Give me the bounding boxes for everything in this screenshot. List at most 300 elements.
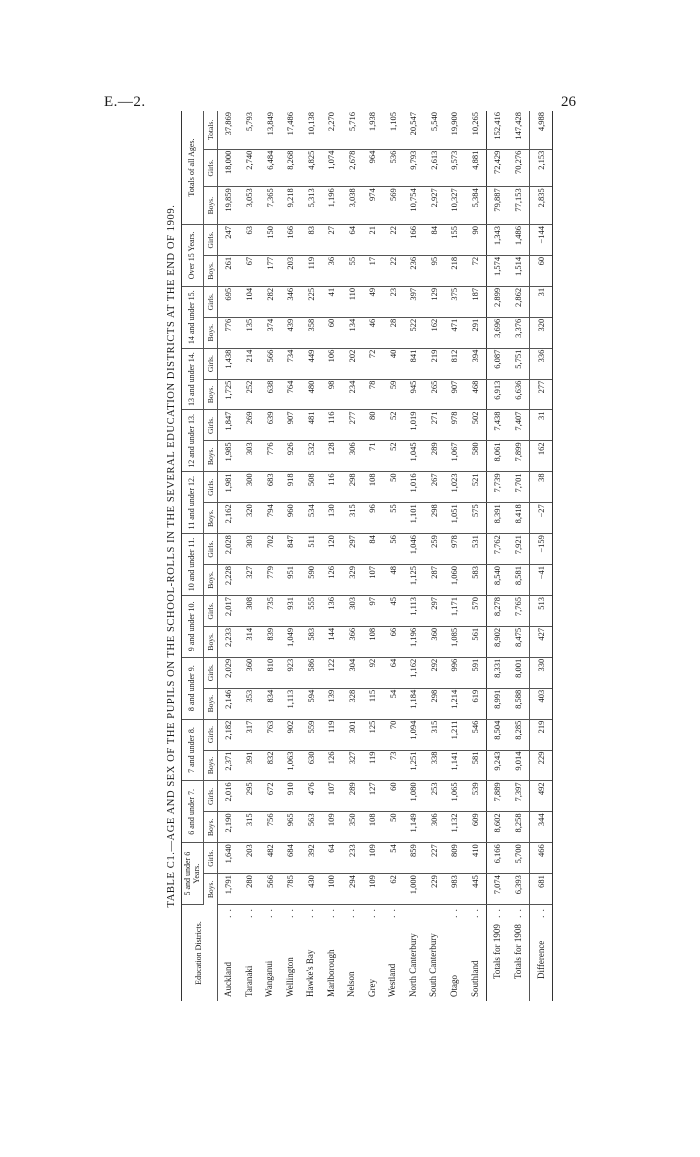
value-cell: 269	[239, 410, 260, 441]
value-cell: 539	[465, 781, 487, 812]
value-cell: 945	[403, 379, 424, 410]
table-row	[301, 111, 322, 1001]
district-label: Totals for 1909	[491, 924, 502, 979]
value-cell: 125	[362, 719, 383, 750]
value-cell: 60	[321, 317, 342, 348]
value-cell: 10,754	[403, 187, 424, 225]
value-cell: 581	[465, 750, 487, 781]
group-header: 14 and under 15.	[182, 286, 204, 348]
value-cell: 116	[321, 410, 342, 441]
value-cell: 1,343	[486, 225, 508, 256]
value-cell: 810	[260, 657, 281, 688]
value-cell: 139	[321, 688, 342, 719]
value-cell: 394	[465, 348, 487, 379]
value-cell: 56	[383, 534, 404, 565]
table-caption: TABLE C1.—AGE AND SEX OF THE PUPILS ON THE SCHOOL-ROLLS IN THE SEVERAL EDUCATION DISTRICTS AT THE END OF 1909.	[166, 204, 177, 908]
sub-header-girls: Girls.	[204, 472, 218, 503]
value-cell: 3,053	[239, 187, 260, 225]
district-label: Southland	[469, 960, 480, 997]
value-cell: 859	[403, 843, 424, 874]
value-cell: 5,751	[508, 348, 530, 379]
value-cell: 107	[321, 781, 342, 812]
value-cell: 1,000	[403, 874, 424, 905]
value-cell: 5,700	[508, 843, 530, 874]
table-row	[486, 111, 508, 1001]
value-cell: 392	[301, 843, 322, 874]
table-row	[508, 111, 530, 1001]
value-cell: 304	[342, 657, 363, 688]
value-cell: 445	[465, 874, 487, 905]
value-cell: 19,900	[444, 111, 465, 149]
value-cell: 22	[383, 225, 404, 256]
value-cell: 583	[301, 626, 322, 657]
group-header: Totals of all Ages.	[182, 111, 204, 225]
value-cell: 162	[424, 317, 445, 348]
value-cell: 234	[342, 379, 363, 410]
value-cell: 1,640	[218, 843, 240, 874]
value-cell: 338	[424, 750, 445, 781]
value-cell: 177	[260, 255, 281, 286]
table-row	[444, 111, 465, 1001]
value-cell: 471	[444, 317, 465, 348]
value-cell: 17,486	[280, 111, 301, 149]
value-cell: 9,014	[508, 750, 530, 781]
group-header: 11 and under 12.	[182, 472, 204, 534]
value-cell: 122	[321, 657, 342, 688]
value-cell: 1,065	[444, 781, 465, 812]
value-cell: 734	[280, 348, 301, 379]
value-cell: 54	[383, 688, 404, 719]
value-cell: 926	[280, 441, 301, 472]
value-cell: 21	[362, 225, 383, 256]
sub-header-girls: Girls.	[204, 657, 218, 688]
value-cell: 439	[280, 317, 301, 348]
value-cell: 126	[321, 750, 342, 781]
value-cell: 1,125	[403, 565, 424, 596]
table-row	[321, 111, 342, 1001]
value-cell: 97	[362, 595, 383, 626]
value-cell: 2,162	[218, 503, 240, 534]
value-cell: 236	[403, 255, 424, 286]
value-cell: 73	[383, 750, 404, 781]
value-cell: 62	[383, 874, 404, 905]
value-cell: 1,067	[444, 441, 465, 472]
leader-dots: . .	[325, 908, 336, 918]
sub-header-girls: Girls.	[204, 595, 218, 626]
value-cell: 531	[465, 534, 487, 565]
value-cell: 127	[362, 781, 383, 812]
value-cell: 2,613	[424, 149, 445, 187]
value-cell: 329	[342, 565, 363, 596]
rotated-table-block	[163, 111, 553, 1001]
value-cell: 115	[362, 688, 383, 719]
value-cell: 155	[444, 225, 465, 256]
value-cell: 974	[362, 187, 383, 225]
value-cell: 366	[342, 626, 363, 657]
district-label: Taranaki	[243, 965, 254, 997]
value-cell: 54	[383, 843, 404, 874]
value-cell: 104	[239, 286, 260, 317]
value-cell: 7,762	[486, 534, 508, 565]
value-cell: 546	[465, 719, 487, 750]
value-cell: 907	[280, 410, 301, 441]
value-cell: 80	[362, 410, 383, 441]
value-cell: 6,913	[486, 379, 508, 410]
sub-header-girls: Girls.	[204, 348, 218, 379]
value-cell: 1,438	[218, 348, 240, 379]
value-cell: 292	[424, 657, 445, 688]
value-cell: 282	[260, 286, 281, 317]
value-cell: 1,184	[403, 688, 424, 719]
table-body	[218, 111, 553, 1001]
value-cell: 109	[362, 843, 383, 874]
value-cell: 306	[424, 812, 445, 843]
value-cell: 907	[444, 379, 465, 410]
value-cell: 10,327	[444, 187, 465, 225]
value-cell: 776	[218, 317, 240, 348]
sub-header-boys: Boys.	[204, 626, 218, 657]
value-cell: 327	[239, 565, 260, 596]
value-cell: 72	[465, 255, 487, 286]
value-cell: 7,074	[486, 874, 508, 905]
value-cell: 229	[424, 874, 445, 905]
value-cell: 72,429	[486, 149, 508, 187]
district-label: Otago	[448, 975, 459, 997]
value-cell: 261	[218, 255, 240, 286]
value-cell: 1,046	[403, 534, 424, 565]
value-cell: 219	[530, 719, 553, 750]
value-cell: 360	[424, 626, 445, 657]
value-cell: 3,376	[508, 317, 530, 348]
value-cell: 522	[403, 317, 424, 348]
sub-header-boys: Boys.	[204, 688, 218, 719]
district-cell	[383, 905, 404, 1001]
value-cell: 265	[424, 379, 445, 410]
value-cell: 252	[239, 379, 260, 410]
value-cell: 566	[260, 874, 281, 905]
value-cell: 449	[301, 348, 322, 379]
page-identifier: E.—2.	[104, 94, 146, 110]
district-label: Westland	[387, 963, 398, 997]
value-cell: 764	[280, 379, 301, 410]
district-cell	[260, 905, 281, 1001]
district-label: Hawke's Bay	[305, 949, 316, 997]
value-cell: 119	[301, 255, 322, 286]
value-cell: 107	[362, 565, 383, 596]
value-cell: 960	[280, 503, 301, 534]
value-cell: 277	[530, 379, 553, 410]
sub-header-boys: Boys.	[204, 503, 218, 534]
value-cell: 566	[260, 348, 281, 379]
table-row	[383, 111, 404, 1001]
value-cell: 19,859	[218, 187, 240, 225]
value-cell: 536	[383, 149, 404, 187]
table-row	[342, 111, 363, 1001]
leader-dots: . .	[223, 908, 234, 918]
value-cell: 41	[321, 286, 342, 317]
value-cell: 639	[260, 410, 281, 441]
value-cell: 295	[239, 781, 260, 812]
group-header: 8 and under 9.	[182, 657, 204, 719]
value-cell: 2,233	[218, 626, 240, 657]
value-cell: 839	[260, 626, 281, 657]
value-cell: 55	[383, 503, 404, 534]
value-cell: 5,540	[424, 111, 445, 149]
district-cell	[465, 905, 487, 1001]
value-cell: 481	[301, 410, 322, 441]
value-cell: 591	[465, 657, 487, 688]
value-cell: 1,847	[218, 410, 240, 441]
value-cell: 580	[465, 441, 487, 472]
value-cell: 1,574	[486, 255, 508, 286]
value-cell: 152,416	[486, 111, 508, 149]
value-cell: 5,793	[239, 111, 260, 149]
value-cell: 27	[321, 225, 342, 256]
district-cell	[403, 905, 424, 1001]
leader-dots: . .	[469, 908, 480, 918]
value-cell: 1,019	[403, 410, 424, 441]
value-cell: 1,016	[403, 472, 424, 503]
district-cell	[486, 905, 508, 1001]
value-cell: 64	[321, 843, 342, 874]
value-cell: 72	[362, 348, 383, 379]
value-cell: 9,573	[444, 149, 465, 187]
value-cell: 1,094	[403, 719, 424, 750]
value-cell: 2,016	[218, 781, 240, 812]
value-cell: 22	[383, 255, 404, 286]
table-row	[362, 111, 383, 1001]
value-cell: 350	[342, 812, 363, 843]
value-cell: 287	[424, 565, 445, 596]
value-cell: 1,196	[321, 187, 342, 225]
value-cell: 8,331	[486, 657, 508, 688]
value-cell: 2,029	[218, 657, 240, 688]
value-cell: 983	[444, 874, 465, 905]
sub-header-boys: Boys.	[204, 255, 218, 286]
value-cell: 119	[362, 750, 383, 781]
value-cell: 1,063	[280, 750, 301, 781]
value-cell: 8,475	[508, 626, 530, 657]
value-cell: 134	[342, 317, 363, 348]
value-cell: 508	[301, 472, 322, 503]
value-cell: 100	[321, 874, 342, 905]
district-label: Nelson	[346, 971, 357, 997]
value-cell: 965	[280, 812, 301, 843]
value-cell: 247	[218, 225, 240, 256]
sub-header-row	[204, 111, 218, 1001]
table-row	[280, 111, 301, 1001]
value-cell: 756	[260, 812, 281, 843]
value-cell: 763	[260, 719, 281, 750]
value-cell: 809	[444, 843, 465, 874]
value-cell: 203	[280, 255, 301, 286]
value-cell: 64	[342, 225, 363, 256]
district-label: Difference	[535, 940, 546, 979]
value-cell: 301	[342, 719, 363, 750]
district-label: North Canterbury	[407, 933, 418, 997]
value-cell: 9,218	[280, 187, 301, 225]
value-cell: 136	[321, 595, 342, 626]
value-cell: 468	[465, 379, 487, 410]
value-cell: 2,678	[342, 149, 363, 187]
value-cell: 52	[383, 441, 404, 472]
value-cell: 7,889	[486, 781, 508, 812]
value-cell: 4,988	[530, 111, 553, 149]
sub-header-boys: Boys.	[204, 565, 218, 596]
value-cell: 20,547	[403, 111, 424, 149]
value-cell: 7,407	[508, 410, 530, 441]
value-cell: 2,371	[218, 750, 240, 781]
value-cell: 2,835	[530, 187, 553, 225]
district-label: South Canterbury	[428, 933, 439, 997]
value-cell: 570	[465, 595, 487, 626]
leader-dots: . .	[512, 908, 523, 918]
value-cell: 37,869	[218, 111, 240, 149]
value-cell: 308	[239, 595, 260, 626]
value-cell: 391	[239, 750, 260, 781]
table-row	[218, 111, 240, 1001]
value-cell: 120	[321, 534, 342, 565]
value-cell: 23	[383, 286, 404, 317]
value-cell: 108	[362, 812, 383, 843]
value-cell: 8,504	[486, 719, 508, 750]
value-cell: 1,171	[444, 595, 465, 626]
value-cell: 8,902	[486, 626, 508, 657]
value-cell: 46	[362, 317, 383, 348]
value-cell: 66	[383, 626, 404, 657]
value-cell: 7,899	[508, 441, 530, 472]
value-cell: 17	[362, 255, 383, 286]
value-cell: 532	[301, 441, 322, 472]
district-cell	[424, 905, 445, 1001]
value-cell: 1,113	[280, 688, 301, 719]
value-cell: 1,023	[444, 472, 465, 503]
value-cell: 259	[424, 534, 445, 565]
value-cell: 1,080	[403, 781, 424, 812]
value-cell: 297	[424, 595, 445, 626]
value-cell: 978	[444, 534, 465, 565]
value-cell: 314	[239, 626, 260, 657]
leader-dots: . .	[448, 908, 459, 918]
value-cell: 294	[342, 874, 363, 905]
value-cell: 569	[383, 187, 404, 225]
value-cell: 8,418	[508, 503, 530, 534]
value-cell: 298	[342, 472, 363, 503]
value-cell: 83	[301, 225, 322, 256]
value-cell: 513	[530, 595, 553, 626]
value-cell: 785	[280, 874, 301, 905]
value-cell: 6,484	[260, 149, 281, 187]
value-cell: 48	[383, 565, 404, 596]
table-row	[530, 111, 553, 1001]
sub-header-totals: Totals.	[204, 111, 218, 149]
value-cell: 90	[465, 225, 487, 256]
value-cell: 45	[383, 595, 404, 626]
value-cell: 6,393	[508, 874, 530, 905]
table-row	[239, 111, 260, 1001]
value-cell: 1,051	[444, 503, 465, 534]
value-cell: 330	[530, 657, 553, 688]
value-cell: 110	[342, 286, 363, 317]
value-cell: 166	[403, 225, 424, 256]
leader-dots: . .	[284, 908, 295, 918]
district-cell	[362, 905, 383, 1001]
sub-header-girls: Girls.	[204, 149, 218, 187]
value-cell: 317	[239, 719, 260, 750]
sub-header-girls: Girls.	[204, 781, 218, 812]
value-cell: 2,146	[218, 688, 240, 719]
value-cell: 476	[301, 781, 322, 812]
value-cell: 60	[383, 781, 404, 812]
value-cell: 303	[239, 441, 260, 472]
value-cell: 109	[321, 812, 342, 843]
leader-dots: . .	[491, 908, 502, 918]
value-cell: 78	[362, 379, 383, 410]
value-cell: 1,985	[218, 441, 240, 472]
value-cell: 8,991	[486, 688, 508, 719]
value-cell: 2,028	[218, 534, 240, 565]
value-cell: 6,166	[486, 843, 508, 874]
value-cell: 1,251	[403, 750, 424, 781]
value-cell: 575	[465, 503, 487, 534]
value-cell: 7,765	[508, 595, 530, 626]
value-cell: 1,725	[218, 379, 240, 410]
value-cell: 291	[465, 317, 487, 348]
value-cell: 1,162	[403, 657, 424, 688]
value-cell: 561	[465, 626, 487, 657]
value-cell: 918	[280, 472, 301, 503]
value-cell: 271	[424, 410, 445, 441]
value-cell: 951	[280, 565, 301, 596]
district-label: Marlborough	[325, 949, 336, 997]
value-cell: 1,132	[444, 812, 465, 843]
district-cell	[530, 905, 553, 1001]
value-cell: 96	[362, 503, 383, 534]
value-cell: 586	[301, 657, 322, 688]
value-cell: 10,265	[465, 111, 487, 149]
leader-dots: . .	[346, 908, 357, 918]
value-cell: 1,149	[403, 812, 424, 843]
leader-dots: . .	[305, 908, 316, 918]
value-cell: 6,087	[486, 348, 508, 379]
value-cell: 7,397	[508, 781, 530, 812]
value-cell: 5,384	[465, 187, 487, 225]
value-cell: 794	[260, 503, 281, 534]
group-header: 6 and under 7.	[182, 781, 204, 843]
value-cell: 672	[260, 781, 281, 812]
value-cell: 50	[383, 812, 404, 843]
value-cell: 36	[321, 255, 342, 286]
value-cell: 492	[530, 781, 553, 812]
value-cell: 9,793	[403, 149, 424, 187]
sub-header-boys: Boys.	[204, 317, 218, 348]
value-cell: 563	[301, 812, 322, 843]
value-cell: 7,438	[486, 410, 508, 441]
value-cell: 410	[465, 843, 487, 874]
value-cell: 38	[530, 472, 553, 503]
value-cell: 289	[342, 781, 363, 812]
leader-dots: . .	[366, 908, 377, 918]
group-header: 5 and under 6 Years.	[182, 843, 204, 905]
value-cell: 1,196	[403, 626, 424, 657]
value-cell: 7,921	[508, 534, 530, 565]
value-cell: 8,581	[508, 565, 530, 596]
value-cell: 590	[301, 565, 322, 596]
value-cell: 1,105	[383, 111, 404, 149]
value-cell: 630	[301, 750, 322, 781]
value-cell: 9,243	[486, 750, 508, 781]
value-cell: 233	[342, 843, 363, 874]
